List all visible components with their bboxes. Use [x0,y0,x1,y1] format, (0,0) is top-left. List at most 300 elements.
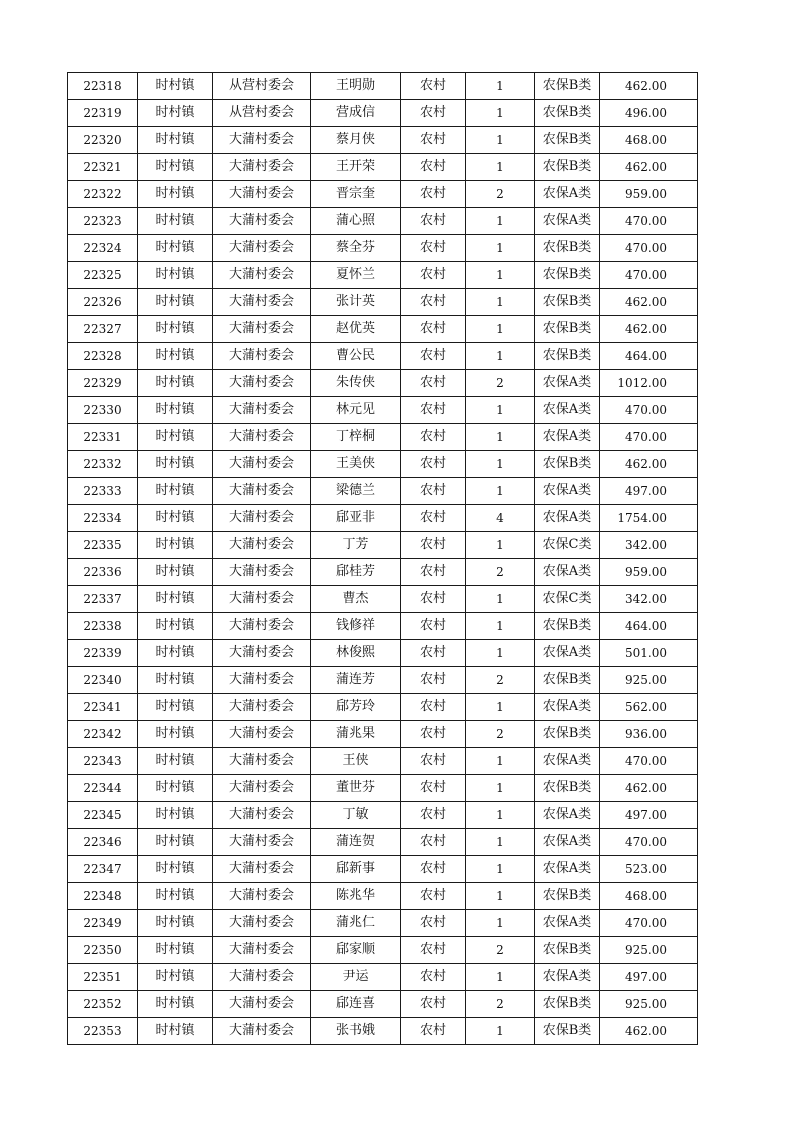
record-number-cell: 22324 [68,235,138,262]
insurance-category-cell: 农保B类 [535,316,600,343]
record-number-cell: 22350 [68,937,138,964]
household-count-cell: 1 [466,127,535,154]
town-cell: 时村镇 [138,235,213,262]
town-cell: 时村镇 [138,856,213,883]
table-row [68,235,698,262]
household-count-cell: 1 [466,100,535,127]
town-cell: 时村镇 [138,397,213,424]
insurance-category-cell: 农保A类 [535,910,600,937]
town-cell: 时村镇 [138,559,213,586]
record-number-cell: 22353 [68,1018,138,1045]
person-name-cell: 郈家顺 [311,937,401,964]
town-cell: 时村镇 [138,694,213,721]
table-row [68,937,698,964]
table-body [68,73,698,1045]
insurance-category-cell: 农保A类 [535,478,600,505]
residence-type-cell: 农村 [401,127,466,154]
town-cell: 时村镇 [138,910,213,937]
table-row [68,775,698,802]
village-committee-cell: 大蒲村委会 [213,262,311,289]
record-number-cell: 22326 [68,289,138,316]
village-committee-cell: 大蒲村委会 [213,856,311,883]
person-name-cell: 蒲兆仁 [311,910,401,937]
amount-cell: 1754.00 [600,505,698,532]
amount-cell: 462.00 [600,451,698,478]
person-name-cell: 丁芳 [311,532,401,559]
person-name-cell: 董世芬 [311,775,401,802]
village-committee-cell: 从营村委会 [213,73,311,100]
village-committee-cell: 大蒲村委会 [213,559,311,586]
amount-cell: 496.00 [600,100,698,127]
household-count-cell: 1 [466,640,535,667]
residence-type-cell: 农村 [401,694,466,721]
person-name-cell: 丁敏 [311,802,401,829]
table-row [68,748,698,775]
table-row [68,613,698,640]
table-row [68,883,698,910]
record-number-cell: 22320 [68,127,138,154]
residence-type-cell: 农村 [401,208,466,235]
household-count-cell: 1 [466,748,535,775]
record-number-cell: 22342 [68,721,138,748]
town-cell: 时村镇 [138,289,213,316]
village-committee-cell: 大蒲村委会 [213,613,311,640]
household-count-cell: 1 [466,586,535,613]
table-row [68,640,698,667]
person-name-cell: 郈桂芳 [311,559,401,586]
town-cell: 时村镇 [138,424,213,451]
insurance-category-cell: 农保A类 [535,370,600,397]
residence-type-cell: 农村 [401,910,466,937]
amount-cell: 1012.00 [600,370,698,397]
village-committee-cell: 大蒲村委会 [213,532,311,559]
residence-type-cell: 农村 [401,802,466,829]
insurance-category-cell: 农保B类 [535,721,600,748]
record-number-cell: 22348 [68,883,138,910]
amount-cell: 462.00 [600,289,698,316]
household-count-cell: 4 [466,505,535,532]
amount-cell: 462.00 [600,1018,698,1045]
residence-type-cell: 农村 [401,154,466,181]
amount-cell: 925.00 [600,937,698,964]
amount-cell: 925.00 [600,667,698,694]
insurance-category-cell: 农保B类 [535,451,600,478]
person-name-cell: 郈新事 [311,856,401,883]
record-number-cell: 22327 [68,316,138,343]
household-count-cell: 2 [466,181,535,208]
village-committee-cell: 从营村委会 [213,100,311,127]
household-count-cell: 2 [466,370,535,397]
residence-type-cell: 农村 [401,964,466,991]
residence-type-cell: 农村 [401,343,466,370]
household-count-cell: 1 [466,397,535,424]
town-cell: 时村镇 [138,829,213,856]
record-number-cell: 22334 [68,505,138,532]
record-number-cell: 22349 [68,910,138,937]
table-row [68,316,698,343]
table-row [68,262,698,289]
town-cell: 时村镇 [138,73,213,100]
table-row [68,451,698,478]
residence-type-cell: 农村 [401,397,466,424]
amount-cell: 462.00 [600,73,698,100]
insurance-category-cell: 农保A类 [535,748,600,775]
residence-type-cell: 农村 [401,667,466,694]
household-count-cell: 2 [466,559,535,586]
village-committee-cell: 大蒲村委会 [213,235,311,262]
amount-cell: 342.00 [600,586,698,613]
residence-type-cell: 农村 [401,991,466,1018]
person-name-cell: 夏怀兰 [311,262,401,289]
person-name-cell: 张书娥 [311,1018,401,1045]
residence-type-cell: 农村 [401,748,466,775]
village-committee-cell: 大蒲村委会 [213,748,311,775]
record-number-cell: 22341 [68,694,138,721]
village-committee-cell: 大蒲村委会 [213,694,311,721]
insurance-category-cell: 农保B类 [535,127,600,154]
person-name-cell: 张计英 [311,289,401,316]
household-count-cell: 1 [466,532,535,559]
residence-type-cell: 农村 [401,775,466,802]
town-cell: 时村镇 [138,208,213,235]
person-name-cell: 王美侠 [311,451,401,478]
town-cell: 时村镇 [138,991,213,1018]
insurance-category-cell: 农保A类 [535,640,600,667]
residence-type-cell: 农村 [401,370,466,397]
insurance-category-cell: 农保A类 [535,802,600,829]
record-number-cell: 22319 [68,100,138,127]
table-row [68,100,698,127]
record-number-cell: 22332 [68,451,138,478]
residence-type-cell: 农村 [401,73,466,100]
record-number-cell: 22340 [68,667,138,694]
table-row [68,532,698,559]
insurance-category-cell: 农保A类 [535,424,600,451]
insurance-category-cell: 农保A类 [535,181,600,208]
village-committee-cell: 大蒲村委会 [213,721,311,748]
household-count-cell: 1 [466,262,535,289]
record-number-cell: 22338 [68,613,138,640]
village-committee-cell: 大蒲村委会 [213,1018,311,1045]
village-committee-cell: 大蒲村委会 [213,154,311,181]
village-committee-cell: 大蒲村委会 [213,802,311,829]
person-name-cell: 曹杰 [311,586,401,613]
person-name-cell: 朱传侠 [311,370,401,397]
person-name-cell: 王明勋 [311,73,401,100]
table-row [68,208,698,235]
household-count-cell: 1 [466,883,535,910]
town-cell: 时村镇 [138,586,213,613]
town-cell: 时村镇 [138,505,213,532]
person-name-cell: 林元见 [311,397,401,424]
insurance-category-cell: 农保B类 [535,667,600,694]
table-row [68,424,698,451]
table-row [68,289,698,316]
household-count-cell: 1 [466,289,535,316]
village-committee-cell: 大蒲村委会 [213,586,311,613]
household-count-cell: 2 [466,667,535,694]
household-count-cell: 1 [466,613,535,640]
amount-cell: 468.00 [600,127,698,154]
table-row [68,991,698,1018]
amount-cell: 497.00 [600,478,698,505]
record-number-cell: 22323 [68,208,138,235]
residence-type-cell: 农村 [401,532,466,559]
amount-cell: 936.00 [600,721,698,748]
amount-cell: 470.00 [600,397,698,424]
person-name-cell: 曹公民 [311,343,401,370]
record-number-cell: 22331 [68,424,138,451]
amount-cell: 562.00 [600,694,698,721]
table-row [68,721,698,748]
household-count-cell: 1 [466,451,535,478]
record-number-cell: 22337 [68,586,138,613]
household-count-cell: 1 [466,208,535,235]
record-number-cell: 22329 [68,370,138,397]
village-committee-cell: 大蒲村委会 [213,964,311,991]
residence-type-cell: 农村 [401,559,466,586]
record-number-cell: 22347 [68,856,138,883]
household-count-cell: 1 [466,856,535,883]
person-name-cell: 尹运 [311,964,401,991]
town-cell: 时村镇 [138,721,213,748]
insurance-category-cell: 农保B类 [535,1018,600,1045]
amount-cell: 470.00 [600,829,698,856]
residence-type-cell: 农村 [401,586,466,613]
person-name-cell: 蒲连芳 [311,667,401,694]
residence-type-cell: 农村 [401,181,466,208]
record-number-cell: 22343 [68,748,138,775]
person-name-cell: 丁梓桐 [311,424,401,451]
amount-cell: 501.00 [600,640,698,667]
person-name-cell: 钱修祥 [311,613,401,640]
person-name-cell: 蒲连贺 [311,829,401,856]
insurance-category-cell: 农保A类 [535,505,600,532]
residence-type-cell: 农村 [401,235,466,262]
village-committee-cell: 大蒲村委会 [213,316,311,343]
household-count-cell: 1 [466,694,535,721]
insurance-category-cell: 农保B类 [535,883,600,910]
relief-roster-table [67,72,698,1045]
residence-type-cell: 农村 [401,289,466,316]
insurance-category-cell: 农保A类 [535,559,600,586]
village-committee-cell: 大蒲村委会 [213,937,311,964]
person-name-cell: 郈芳玲 [311,694,401,721]
record-number-cell: 22352 [68,991,138,1018]
town-cell: 时村镇 [138,370,213,397]
table-row [68,964,698,991]
town-cell: 时村镇 [138,532,213,559]
village-committee-cell: 大蒲村委会 [213,478,311,505]
record-number-cell: 22344 [68,775,138,802]
record-number-cell: 22351 [68,964,138,991]
residence-type-cell: 农村 [401,505,466,532]
household-count-cell: 1 [466,775,535,802]
record-number-cell: 22335 [68,532,138,559]
insurance-category-cell: 农保B类 [535,235,600,262]
household-count-cell: 1 [466,235,535,262]
insurance-category-cell: 农保A类 [535,856,600,883]
table-row [68,478,698,505]
residence-type-cell: 农村 [401,829,466,856]
town-cell: 时村镇 [138,316,213,343]
person-name-cell: 蒲兆果 [311,721,401,748]
insurance-category-cell: 农保B类 [535,289,600,316]
village-committee-cell: 大蒲村委会 [213,829,311,856]
person-name-cell: 赵优英 [311,316,401,343]
amount-cell: 497.00 [600,802,698,829]
town-cell: 时村镇 [138,937,213,964]
amount-cell: 468.00 [600,883,698,910]
table-row [68,667,698,694]
village-committee-cell: 大蒲村委会 [213,424,311,451]
household-count-cell: 1 [466,910,535,937]
village-committee-cell: 大蒲村委会 [213,343,311,370]
insurance-category-cell: 农保A类 [535,397,600,424]
town-cell: 时村镇 [138,181,213,208]
village-committee-cell: 大蒲村委会 [213,208,311,235]
town-cell: 时村镇 [138,640,213,667]
table-row [68,910,698,937]
household-count-cell: 2 [466,937,535,964]
record-number-cell: 22345 [68,802,138,829]
household-count-cell: 1 [466,829,535,856]
village-committee-cell: 大蒲村委会 [213,127,311,154]
record-number-cell: 22322 [68,181,138,208]
household-count-cell: 1 [466,424,535,451]
village-committee-cell: 大蒲村委会 [213,181,311,208]
insurance-category-cell: 农保B类 [535,775,600,802]
amount-cell: 342.00 [600,532,698,559]
table-row [68,505,698,532]
table-row [68,856,698,883]
person-name-cell: 王侠 [311,748,401,775]
household-count-cell: 1 [466,154,535,181]
amount-cell: 470.00 [600,262,698,289]
amount-cell: 464.00 [600,613,698,640]
person-name-cell: 郈连喜 [311,991,401,1018]
table-row [68,694,698,721]
amount-cell: 523.00 [600,856,698,883]
table-row [68,397,698,424]
household-count-cell: 1 [466,478,535,505]
residence-type-cell: 农村 [401,721,466,748]
residence-type-cell: 农村 [401,856,466,883]
town-cell: 时村镇 [138,100,213,127]
town-cell: 时村镇 [138,478,213,505]
town-cell: 时村镇 [138,154,213,181]
insurance-category-cell: 农保B类 [535,262,600,289]
record-number-cell: 22318 [68,73,138,100]
village-committee-cell: 大蒲村委会 [213,883,311,910]
insurance-category-cell: 农保A类 [535,694,600,721]
table-row [68,127,698,154]
insurance-category-cell: 农保C类 [535,586,600,613]
record-number-cell: 22336 [68,559,138,586]
person-name-cell: 林俊熙 [311,640,401,667]
village-committee-cell: 大蒲村委会 [213,640,311,667]
amount-cell: 925.00 [600,991,698,1018]
household-count-cell: 1 [466,964,535,991]
residence-type-cell: 农村 [401,424,466,451]
residence-type-cell: 农村 [401,316,466,343]
person-name-cell: 陈兆华 [311,883,401,910]
amount-cell: 497.00 [600,964,698,991]
table-row [68,586,698,613]
household-count-cell: 1 [466,343,535,370]
town-cell: 时村镇 [138,883,213,910]
person-name-cell: 蔡全芬 [311,235,401,262]
residence-type-cell: 农村 [401,100,466,127]
table-row [68,559,698,586]
amount-cell: 464.00 [600,343,698,370]
record-number-cell: 22330 [68,397,138,424]
household-count-cell: 2 [466,991,535,1018]
person-name-cell: 蒲心照 [311,208,401,235]
amount-cell: 470.00 [600,208,698,235]
village-committee-cell: 大蒲村委会 [213,370,311,397]
residence-type-cell: 农村 [401,262,466,289]
amount-cell: 470.00 [600,235,698,262]
person-name-cell: 营成信 [311,100,401,127]
person-name-cell: 王开荣 [311,154,401,181]
table-row [68,370,698,397]
table-row [68,829,698,856]
amount-cell: 959.00 [600,181,698,208]
village-committee-cell: 大蒲村委会 [213,397,311,424]
table-row [68,802,698,829]
household-count-cell: 1 [466,1018,535,1045]
amount-cell: 959.00 [600,559,698,586]
amount-cell: 470.00 [600,424,698,451]
village-committee-cell: 大蒲村委会 [213,289,311,316]
table-row [68,181,698,208]
table-row [68,73,698,100]
record-number-cell: 22333 [68,478,138,505]
village-committee-cell: 大蒲村委会 [213,667,311,694]
table-row [68,154,698,181]
household-count-cell: 1 [466,802,535,829]
table-row [68,1018,698,1045]
insurance-category-cell: 农保B类 [535,73,600,100]
person-name-cell: 梁德兰 [311,478,401,505]
town-cell: 时村镇 [138,667,213,694]
insurance-category-cell: 农保B类 [535,343,600,370]
insurance-category-cell: 农保A类 [535,829,600,856]
household-count-cell: 2 [466,721,535,748]
town-cell: 时村镇 [138,802,213,829]
town-cell: 时村镇 [138,748,213,775]
residence-type-cell: 农村 [401,1018,466,1045]
town-cell: 时村镇 [138,343,213,370]
insurance-category-cell: 农保C类 [535,532,600,559]
town-cell: 时村镇 [138,613,213,640]
residence-type-cell: 农村 [401,937,466,964]
amount-cell: 470.00 [600,910,698,937]
town-cell: 时村镇 [138,262,213,289]
insurance-category-cell: 农保A类 [535,208,600,235]
household-count-cell: 1 [466,316,535,343]
record-number-cell: 22321 [68,154,138,181]
record-number-cell: 22325 [68,262,138,289]
town-cell: 时村镇 [138,964,213,991]
residence-type-cell: 农村 [401,613,466,640]
table-row [68,343,698,370]
village-committee-cell: 大蒲村委会 [213,910,311,937]
village-committee-cell: 大蒲村委会 [213,991,311,1018]
village-committee-cell: 大蒲村委会 [213,775,311,802]
town-cell: 时村镇 [138,127,213,154]
